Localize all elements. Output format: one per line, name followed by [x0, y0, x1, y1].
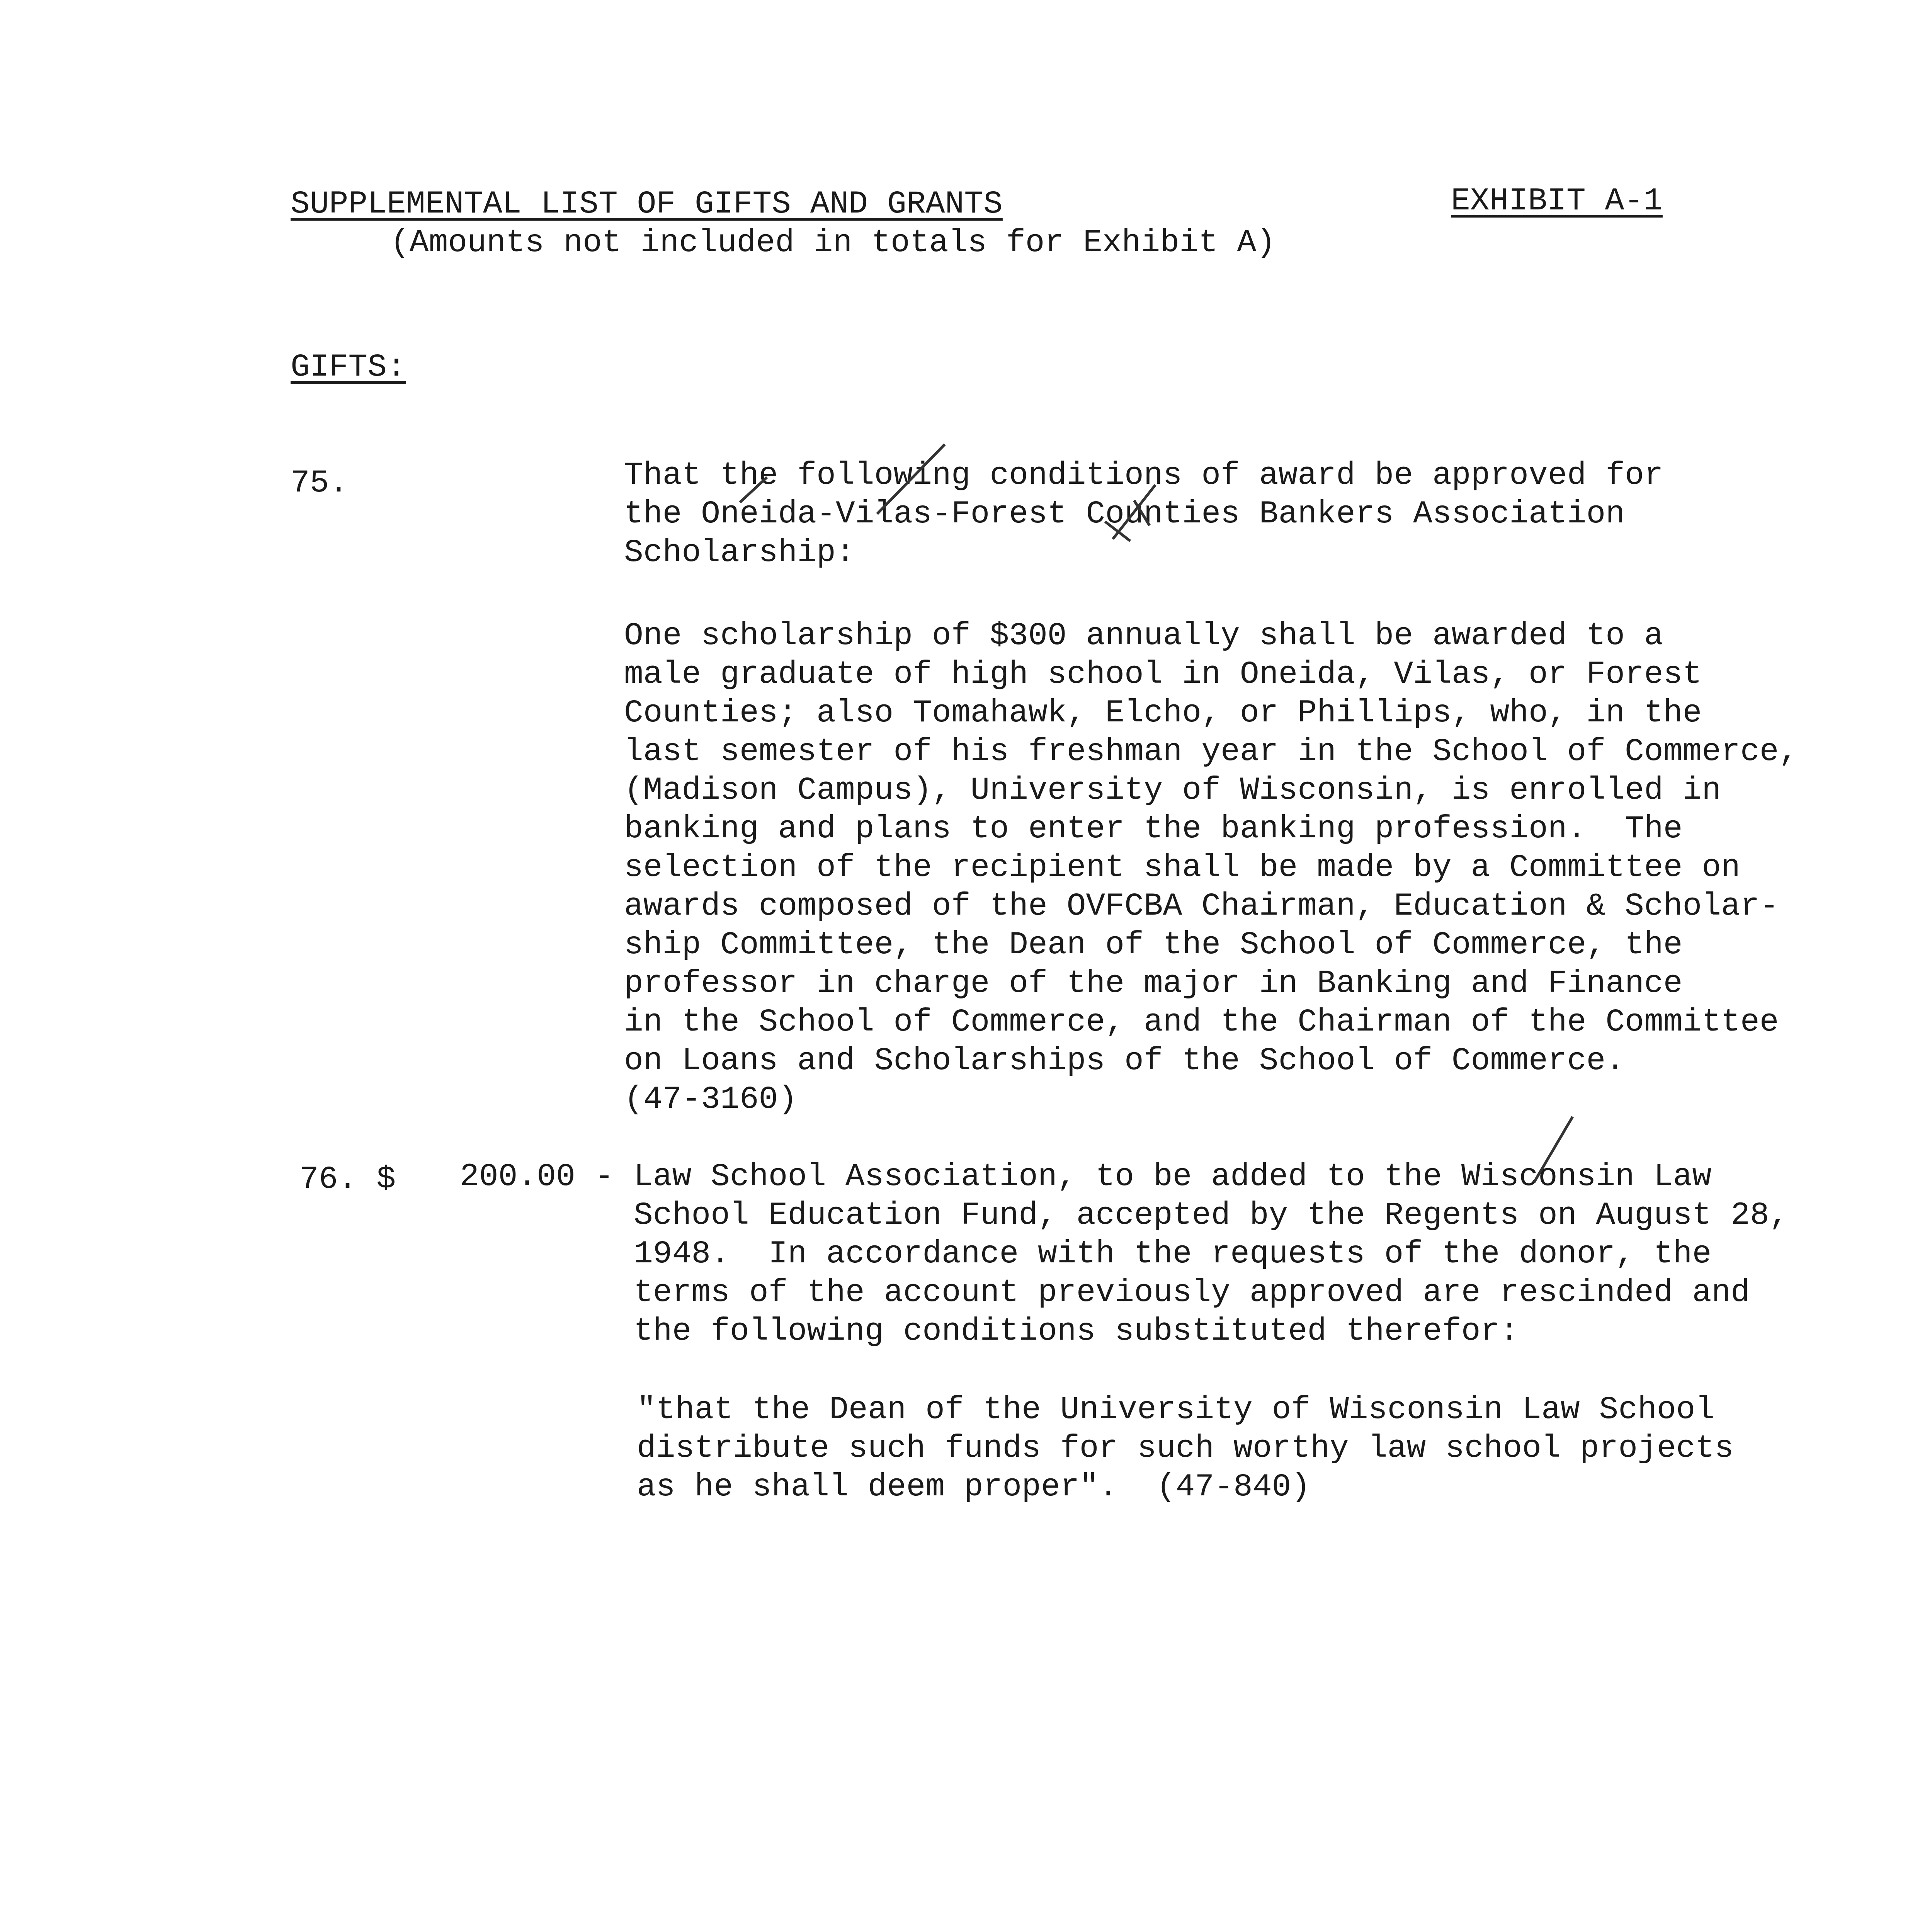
text-line: Scholarship:	[624, 534, 855, 571]
text-line: Law School Association, to be added to the Wisconsin Law	[634, 1158, 1712, 1195]
pen-slash-mark	[740, 477, 767, 502]
text-line: One scholarship of $300 annually shall be awarded to a	[624, 617, 1663, 654]
text-line: terms of the account previously approved are rescinded and	[634, 1274, 1750, 1311]
text-line: distribute such funds for such worthy law school projects	[637, 1430, 1734, 1466]
text-line: the Oneida-Vilas-Forest Counties Bankers Association	[624, 496, 1625, 532]
text-line: in the School of Commerce, and the Chairman of the Committee	[624, 1004, 1779, 1040]
exhibit-label: EXHIBIT A-1	[1451, 183, 1663, 219]
text-line: professor in charge of the major in Banking and Finance	[624, 965, 1683, 1002]
gift-item-75-number: 75.	[291, 465, 349, 501]
text-line: (47-3160)	[624, 1081, 798, 1117]
text-line: selection of the recipient shall be made by a Committee on	[624, 849, 1740, 886]
document-subtitle: (Amounts not included in totals for Exhibit A)	[390, 224, 1276, 261]
text-line: School Education Fund, accepted by the Regents on August 28,	[634, 1197, 1789, 1233]
text-line: banking and plans to enter the banking profession. The	[624, 811, 1683, 847]
document-title: SUPPLEMENTAL LIST OF GIFTS AND GRANTS	[291, 186, 1003, 222]
text-line: male graduate of high school in Oneida, Vilas, or Forest	[624, 656, 1702, 692]
text-line: on Loans and Scholarships of the School of Commerce.	[624, 1043, 1625, 1079]
text-line: Counties; also Tomahawk, Elcho, or Phillips, who, in the	[624, 695, 1702, 731]
text-line: the following conditions substituted therefor:	[634, 1313, 1519, 1349]
text-line: last semester of his freshman year in the School of Commerce,	[624, 733, 1798, 770]
text-line: as he shall deem proper". (47-840)	[637, 1469, 1311, 1505]
pen-slash-mark	[877, 444, 945, 514]
text-line: (Madison Campus), University of Wisconsin, is enrolled in	[624, 772, 1721, 808]
pen-slash-mark	[1534, 1117, 1573, 1182]
gift-item-76-number: 76. $	[299, 1161, 396, 1197]
text-line: 1948. In accordance with the requests of the donor, the	[634, 1236, 1712, 1272]
text-line: That the following conditions of award be approved for	[624, 457, 1663, 493]
gift-item-76-amount: 200.00 -	[460, 1158, 614, 1195]
text-line: ship Committee, the Dean of the School of Commerce, the	[624, 927, 1683, 963]
text-line: "that the Dean of the University of Wisconsin Law School	[637, 1391, 1715, 1428]
gifts-heading: GIFTS:	[291, 349, 406, 385]
text-line: awards composed of the OVFCBA Chairman, Education & Scholar-	[624, 888, 1779, 924]
pen-slash-mark	[1105, 522, 1130, 541]
